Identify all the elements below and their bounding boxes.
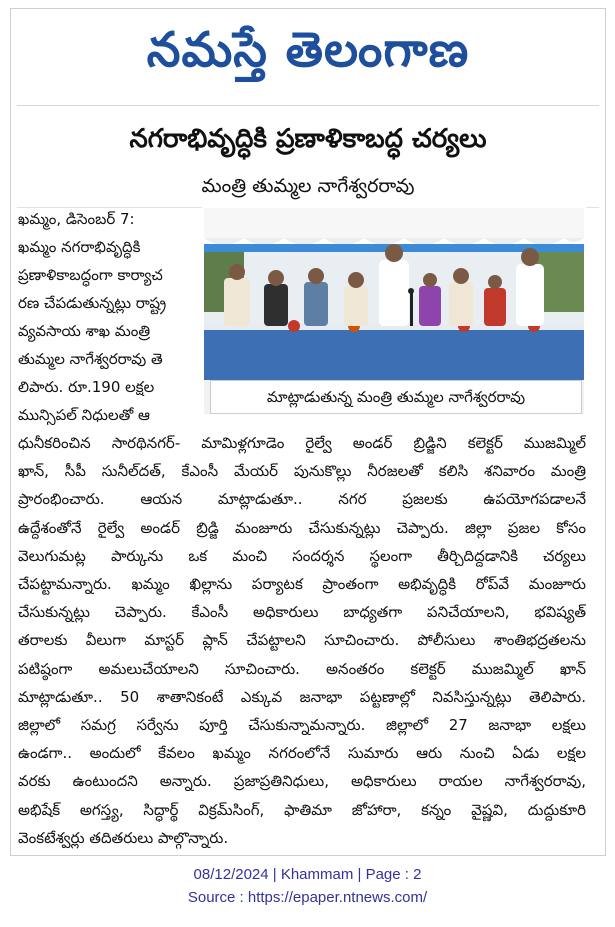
text-line: ఖమ్మం నగరాభివృద్ధికి [18, 238, 141, 256]
event-photo-illustration [204, 208, 584, 380]
article-body-text [18, 429, 586, 852]
text-line: వెంకటేశ్వర్లు తదితరులు పాల్గొన్నారు. [18, 828, 229, 847]
text-line: ప్రణాళికాబద్ధంగా కార్యాచ [18, 266, 163, 284]
text-line: వరకు ఉంటుందని అన్నారు. ప్రజాప్రతినిధులు, అధికారులు రాయల నాగేశ్వరరావు, [18, 772, 586, 791]
photo-caption: మాట్లాడుతున్న మంత్రి తుమ్మల నాగేశ్వరరావు [210, 380, 582, 414]
text-line: లిపారు. రూ.190 లక్షల [18, 378, 155, 396]
text-line: వెలుగుమట్ల పార్కును ఒక మంచి సందర్శన స్థలంగా తీర్చిదిద్దడానికి చర్యలు [18, 546, 586, 565]
article-column-text [18, 205, 200, 429]
text-line: వ్యవసాయ శాఖ మంత్రి [18, 322, 151, 340]
footer-edition-info: 08/12/2024 | Khammam | Page : 2 [193, 866, 422, 883]
masthead-title: నమస్తే తెలంగాణ [146, 22, 470, 78]
text-line: ఉద్దేశంతోనే రైల్వే అండర్ బ్రిడ్జి మంజూరు చేసుకున్నట్లు చెప్పారు. జిల్లా ప్రజల కోసం [18, 518, 586, 537]
text-line: జిల్లాలో సమగ్ర సర్వేను పూర్తి చేసుకున్నామన్నారు. జిల్లాలో 27 జనాభా లక్షలు [18, 716, 586, 735]
text-line: అభిషేక్ అగస్త్య, సిద్ధార్థ్ విక్రమ్‌సింగ్, ఫాతిమా జోహారా, కన్నం వైష్ణవి, దుద్దుకూరి [18, 800, 586, 819]
text-line: మున్సిపల్ నిధులతో ఆ [18, 406, 150, 424]
text-line: తరాలకు వీలుగా మాస్టర్ ప్లాన్ చేపట్టాలని సూచించారు. పోలీసులు శాంతిభద్రతలను [18, 631, 586, 650]
text-line: ఖమ్మం, డిసెంబర్ 7: [18, 210, 135, 228]
text-line: పటిష్ఠంగా అమలుచేయాలని సూచించారు. అనంతరం కలెక్టర్ ముజమ్మిల్ ఖాన్ [18, 659, 586, 678]
text-line: ఉండగా.. అందులో కేవలం ఖమ్మం నగరంలోనే సుమారు ఆరు నుంచి ఏడు లక్షల [18, 744, 586, 763]
text-line: చేసుకున్నట్లు చెప్పారు. కేఎంసీ అధికారులు బాధ్యతగా పనిచేయాలని, భవిష్యత్ [18, 603, 586, 622]
text-line: ఖాన్, సీపీ సునీల్‌దత్, కేఎంసీ మేయర్ పునుకొల్లు నీరజలతో కలిసి శనివారం మంత్రి [18, 462, 586, 481]
masthead-divider [17, 105, 599, 106]
text-line: చేపట్టామన్నారు. ఖమ్మం ఖిల్లాను పర్యాటక ప్రాంతంగా అభివృద్ధికి రోప్‌వే మంజూరు [18, 575, 586, 594]
article-headline: నగరాభివృద్ధికి ప్రణాళికాబద్ధ చర్యలు [129, 124, 487, 154]
footer-source: Source : https://epaper.ntnews.com/ [187, 889, 428, 906]
text-line: మాట్లాడుతూ.. 50 శాతానికంటే ఎక్కువ జనాభా పట్టణాల్లో నివసిస్తున్నట్లు తెలిపారు. [18, 687, 586, 706]
text-line: ప్రారంభించారు. ఆయన మాట్లాడుతూ.. నగర ప్రజలకు ఉపయోగపడాలనే [18, 490, 586, 509]
article-subheadline: మంత్రి తుమ్మల నాగేశ్వరరావు [201, 175, 415, 197]
text-line: ధునీకరించిన సారథినగర్- మామిళ్లగూడెం రైల్వే అండర్ బ్రిడ్జిని కలెక్టర్ ముజమ్మిల్ [18, 434, 586, 452]
text-line: తుమ్మల నాగేశ్వరరావు తె [18, 350, 163, 368]
text-line: రణ చేపడుతున్నట్లు రాష్ట్ర [18, 294, 167, 312]
